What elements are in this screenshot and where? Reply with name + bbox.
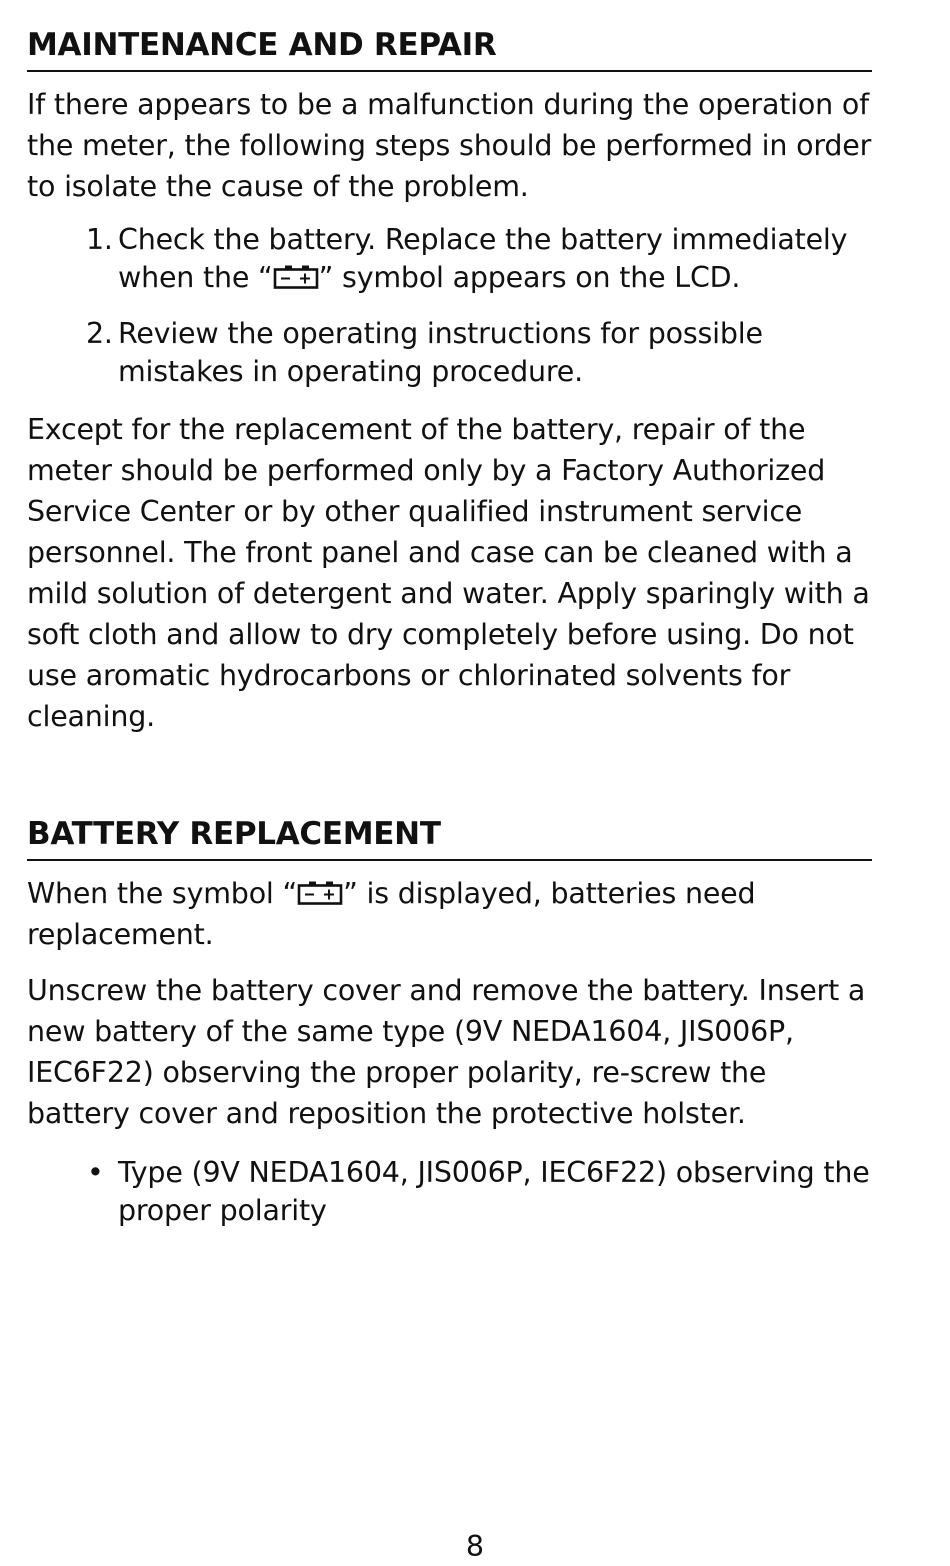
section-title-battery: BATTERY REPLACEMENT <box>27 815 872 861</box>
section-title-maintenance: MAINTENANCE AND REPAIR <box>27 26 872 72</box>
step-text-after: ” symbol appears on the LCD. <box>318 261 741 294</box>
battery-symbol-note <box>27 873 872 955</box>
symbol-text-after: ” is displayed, batteries need replacement. <box>27 877 756 951</box>
manual-page <box>27 0 872 1230</box>
bullet-text: Type (9V NEDA1604, JIS006P, IEC6F22) observing the proper polarity <box>118 1156 870 1227</box>
battery-low-icon <box>273 265 319 289</box>
step-text: Review the operating instructions for possible mistakes in operating procedure. <box>118 317 763 388</box>
list-item <box>27 221 872 297</box>
maintenance-intro: If there appears to be a malfunction during the operation of the meter, the following steps should be performed in order to isolate the cause of the problem. <box>27 88 872 203</box>
symbol-text-before: When the symbol “ <box>27 877 298 910</box>
maintenance-steps <box>27 221 872 391</box>
list-item <box>27 1154 872 1230</box>
battery-bullets <box>27 1154 872 1230</box>
step-number: 2. <box>86 317 113 350</box>
battery-low-icon <box>297 881 343 905</box>
page-number: 8 <box>465 1530 485 1563</box>
maintenance-body: Except for the replacement of the battery, repair of the meter should be performed only by a Factory Authorized Service Center or by other qualified instrument service personnel. The front panel and case can be cleaned with a mild solution of detergent and water. Apply sparingly with a soft cloth and allow to dry completely before using. Do not use aromatic hydrocarbons or chlorinated solvents for cleaning. <box>27 413 870 733</box>
list-item <box>27 315 872 391</box>
battery-instructions: Unscrew the battery cover and remove the battery. Insert a new battery of the same type (9V NEDA1604, JIS006P, IEC6F22) observing the proper polarity, re-screw the battery cover and reposition the protective holster. <box>27 974 866 1130</box>
step-text-before: Check the battery. Replace the battery immediately when the “ <box>118 223 848 294</box>
bullet-icon: • <box>87 1156 104 1189</box>
step-number: 1. <box>86 223 113 256</box>
